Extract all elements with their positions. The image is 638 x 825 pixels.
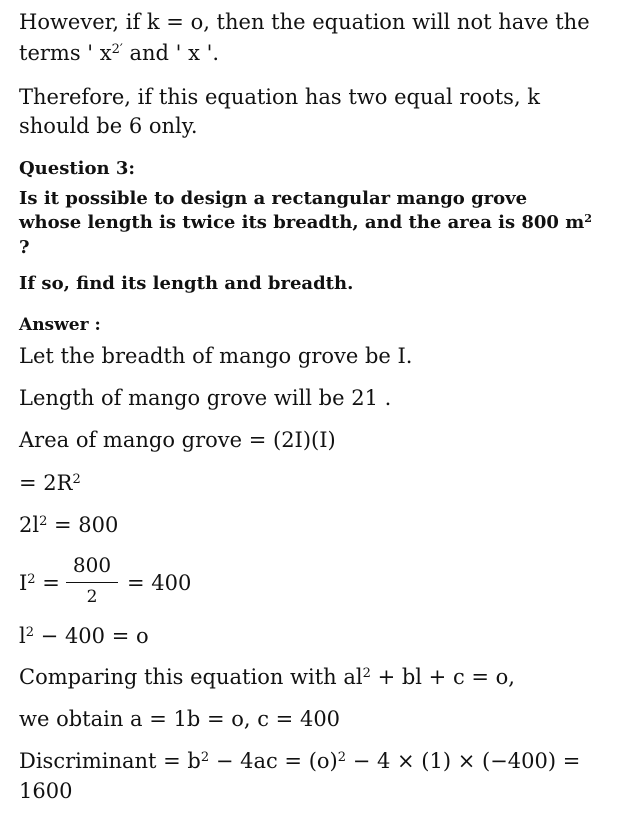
answer-line-8: Comparing this equation with $al^2$ + bl + c = o, [19,665,515,689]
answer-line-3: Area of mango grove = (2I)(I) [19,428,336,452]
answer-line-1: Let the breadth of mango grove be I. [19,344,413,368]
answer-line-11: 1600 [19,779,73,803]
question-line-4: If so, find its length and breadth. [19,273,354,294]
answer-line-10: Discriminant = $b^2 - 4ac = (o)^2 - 4 \times (1) \times (-400)$ = [19,749,581,773]
answer-line-5: $2l^2 = 800$ [19,513,119,537]
answer-line-7: $l^2 - 400 = o$ [19,624,149,648]
question-line-2: whose length is twice its breadth, and the area is 800 $m^2$ [19,211,593,233]
question-line-3: ? [19,237,30,258]
question-heading: Question 3: [19,158,136,179]
answer-line-6-rhs: = 400 [127,571,192,595]
intro-line-2: terms ' $x^{2'}$ and ' x '. [19,41,220,65]
answer-line-2: Length of mango grove will be 21 . [19,386,392,410]
fraction-denominator: 2 [86,587,98,607]
question-line-1: Is it possible to design a rectangular mango grove [19,188,528,209]
answer-line-4: = $2R^2$ [19,471,81,495]
fraction [66,555,118,606]
fraction-numerator: 800 [72,553,112,577]
answer-heading: Answer : [19,315,101,335]
intro-line-4: should be 6 only. [19,114,198,138]
fraction-bar [66,582,118,583]
answer-line-9: we obtain a = 1b = o, c = 400 [19,707,341,731]
intro-line-1: However, if k = o, then the equation will not have the [19,10,590,34]
answer-line-6-lhs: $I^2$ = [19,571,60,595]
intro-line-3: Therefore, if this equation has two equal roots, k [19,85,541,109]
